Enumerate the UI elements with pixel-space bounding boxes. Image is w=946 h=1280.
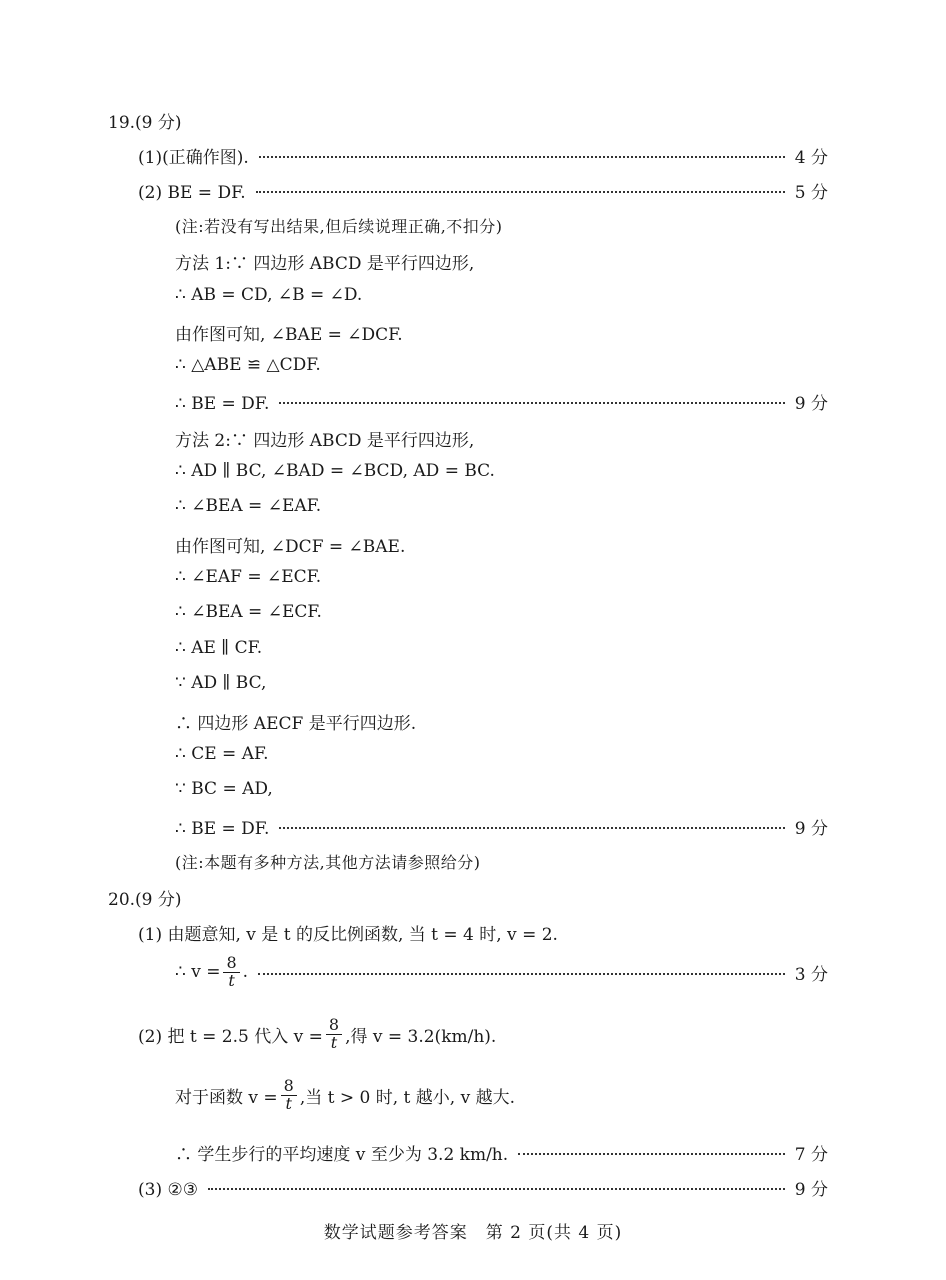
q19-method1-line: 由作图可知, ∠BAE = ∠DCF. xyxy=(175,325,403,345)
q19-part2: (2) BE = DF. 5 分 xyxy=(138,183,828,203)
q19-method2-line: ∴ AE ∥ CF. xyxy=(175,638,263,658)
fraction: $\frac{8}{t}$ xyxy=(223,955,239,990)
q19-method2-conclusion: ∴ BE = DF. 9 分 xyxy=(175,819,828,839)
q19-method2-line: ∴ CE = AF. xyxy=(175,744,269,764)
page-footer: 数学试题参考答案 第 2 页(共 4 页) xyxy=(323,1223,623,1243)
q19-part1: (1)(正确作图). 4 分 xyxy=(138,148,828,168)
q20-part1-result: ∴ v = $\frac{8}{t}$ . 3 分 xyxy=(175,953,828,990)
q19-method2-line: ∴ 四边形 AECF 是平行四边形. xyxy=(175,714,417,734)
q20-part2: (2) 把 t = 2.5 代入 v = $\frac{8}{t}$ ,得 v = 3.2(km/h). xyxy=(138,1015,497,1052)
q19-method1-line: ∴ △ABE ≌ △CDF. xyxy=(175,355,321,375)
leader-dots xyxy=(518,1153,785,1155)
q19-method2-line: ∴ AD ∥ BC, ∠BAD = ∠BCD, AD = BC. xyxy=(175,461,495,481)
q19-method2-line: ∴ ∠BEA = ∠ECF. xyxy=(175,602,322,622)
leader-dots xyxy=(279,402,784,404)
q19-method2-line: ∵ AD ∥ BC, xyxy=(175,673,267,693)
q20-part1: (1) 由题意知, v 是 t 的反比例函数, 当 t = 4 时, v = 2. xyxy=(138,925,558,945)
q20-header: 20.(9 分) xyxy=(108,890,182,910)
leader-dots xyxy=(258,973,785,975)
q20-part2-conclusion: ∴ 学生步行的平均速度 v 至少为 3.2 km/h. 7 分 xyxy=(175,1145,828,1165)
q19-method2-line: 由作图可知, ∠DCF = ∠BAE. xyxy=(175,537,406,557)
q19-method2-line: ∴ ∠EAF = ∠ECF. xyxy=(175,567,322,587)
leader-dots xyxy=(256,191,785,193)
q19-note1: (注:若没有写出结果,但后续说理正确,不扣分) xyxy=(175,217,503,236)
fraction: $\frac{8}{t}$ xyxy=(281,1078,297,1113)
leader-dots xyxy=(259,156,785,158)
leader-dots xyxy=(279,827,784,829)
leader-dots xyxy=(208,1188,785,1190)
fraction: $\frac{8}{t}$ xyxy=(326,1017,342,1052)
q20-part3: (3) ②③ 9 分 xyxy=(138,1180,828,1200)
q19-note2: (注:本题有多种方法,其他方法请参照给分) xyxy=(175,853,481,872)
q19-header: 19.(9 分) xyxy=(108,113,182,133)
q19-method2-line: ∵ BC = AD, xyxy=(175,779,273,799)
q19-method1-line: 方法 1:∵ 四边形 ABCD 是平行四边形, xyxy=(175,254,475,274)
q19-method2-line: ∴ ∠BEA = ∠EAF. xyxy=(175,496,322,516)
q19-method2-line: 方法 2:∵ 四边形 ABCD 是平行四边形, xyxy=(175,431,475,451)
q20-part2-analysis: 对于函数 v = $\frac{8}{t}$ ,当 t > 0 时, t 越小, v 越大. xyxy=(175,1076,516,1113)
q19-method1-line: ∴ AB = CD, ∠B = ∠D. xyxy=(175,285,363,305)
q19-method1-conclusion: ∴ BE = DF. 9 分 xyxy=(175,394,828,414)
